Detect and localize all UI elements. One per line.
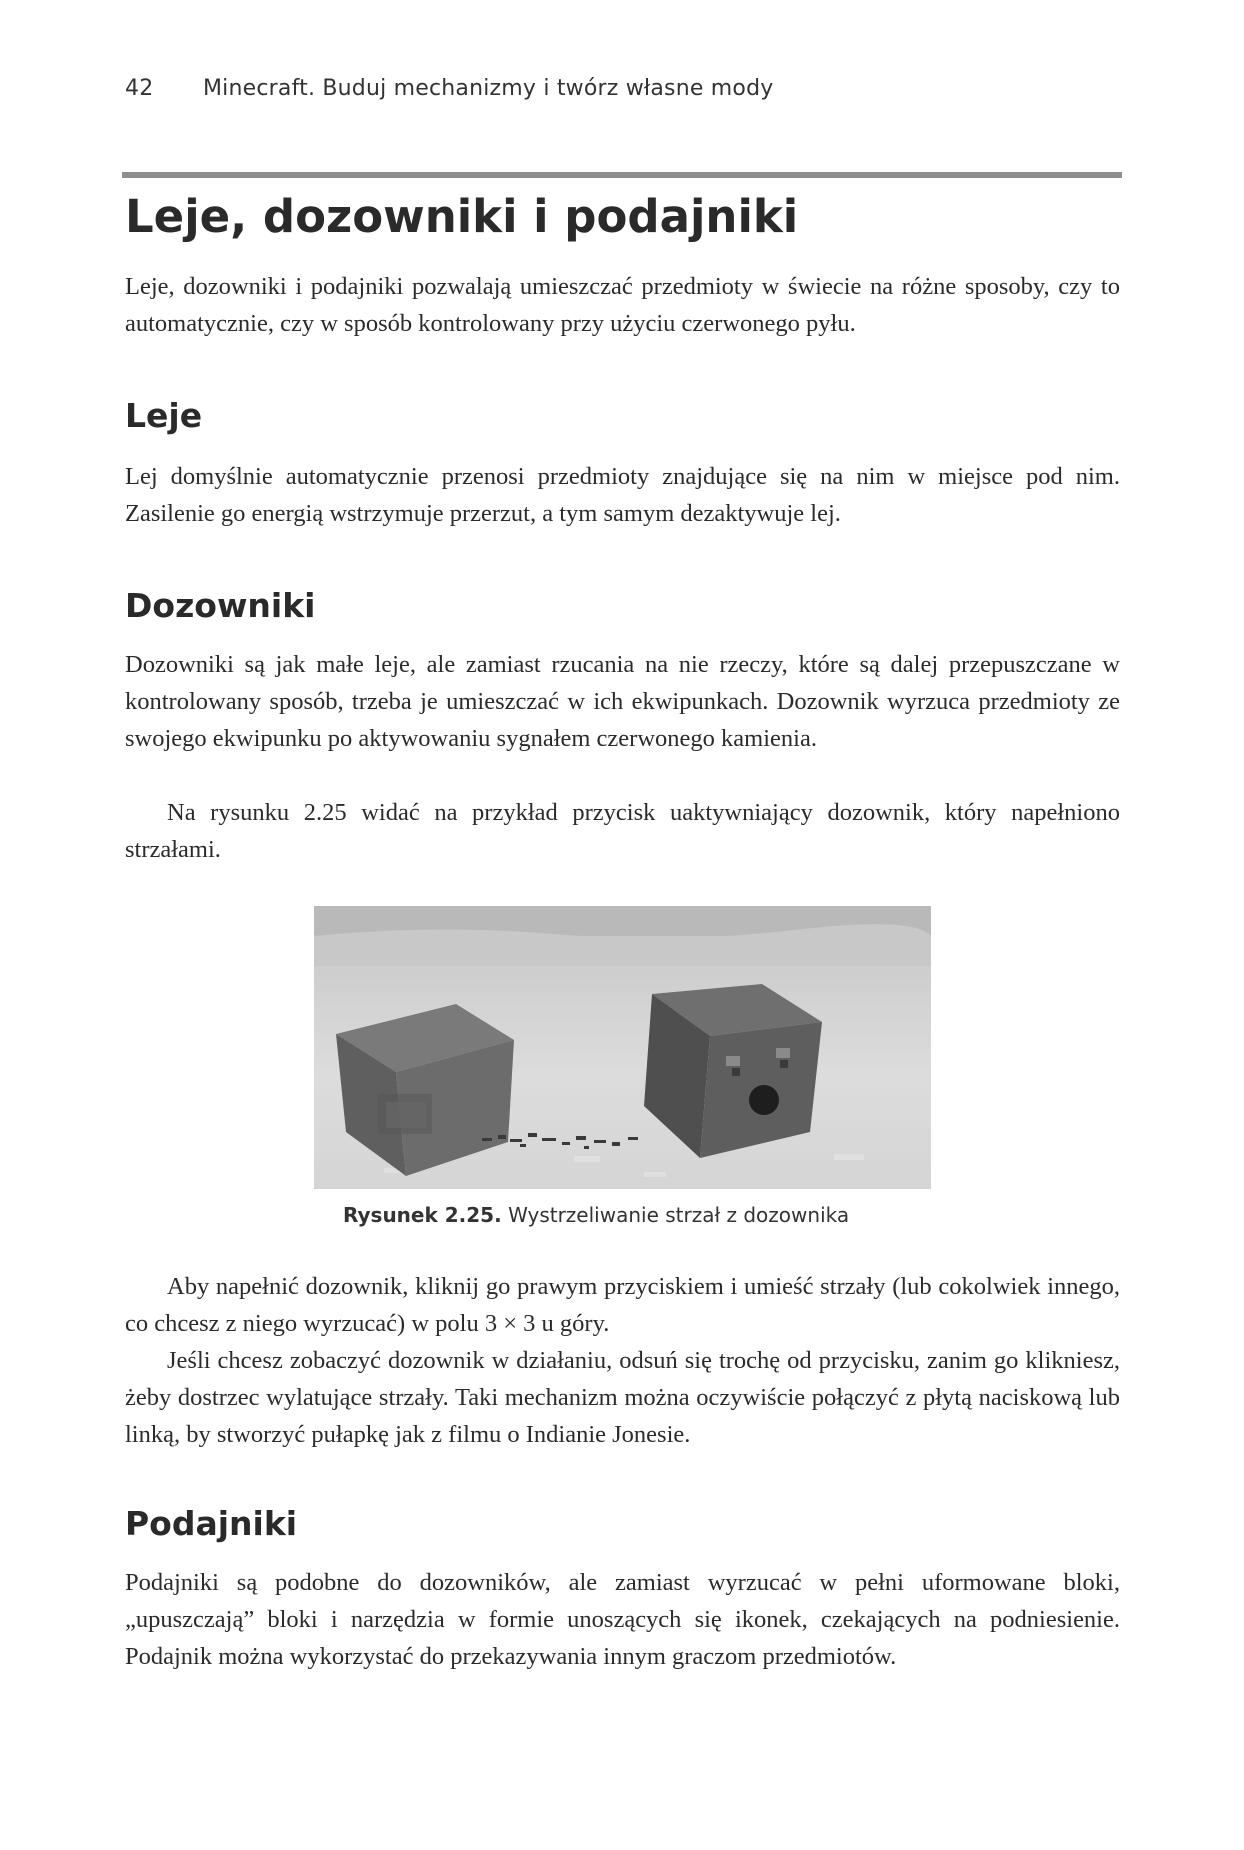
dozowniki-paragraph-1: Dozowniki są jak małe leje, ale zamiast rzucania na nie rzeczy, które są dalej przepuszczane w kontrolowany sposób, trzeba je umieszczać w ich ekwipunkach. Dozownik wyrzuca przedmioty ze swojego ekwipunku po aktywowaniu sygnałem czerwonego kamienia. [125,651,1120,752]
dozowniki-paragraph-4: Jeśli chcesz zobaczyć dozownik w działaniu, odsuń się trochę od przycisku, zanim go klikniesz, żeby dostrzec wylatujące strzały. Taki mechanizm można oczywiście połączyć z płytą naciskową lub linką, by stworzyć pułapkę jak z filmu o Indianie Jonesie. [125,1347,1120,1448]
caption-label: Rysunek 2.25. [343,1203,502,1227]
chapter-rule [122,172,1122,178]
left-block [336,1004,514,1176]
dispenser-block [644,984,822,1158]
heading-leje: Leje [125,396,203,435]
dozowniki-paragraph-3: Aby napełnić dozownik, kliknij go prawym przyciskiem i umieść strzały (lub cokolwiek innego, co chcesz z niego wyrzucać) w polu 3 × 3 u góry. [125,1273,1120,1337]
dozowniki-paragraph-2: Na rysunku 2.25 widać na przykład przycisk uaktywniający dozownik, który napełniono strzałami. [125,799,1120,863]
heading-podajniki: Podajniki [125,1504,298,1543]
page-number: 42 [125,76,154,101]
intro-paragraph: Leje, dozowniki i podajniki pozwalają umieszczać przedmioty w świecie na różne sposoby, czy to automatycznie, czy w sposób kontrolowany przy użyciu czerwonego pyłu. [125,273,1120,337]
podajniki-paragraph: Podajniki są podobne do dozowników, ale zamiast wyrzucać w pełni uformowane bloki, „upuszczają” bloki i narzędzia w formie unoszących się ikonek, czekających na podniesienie. Podajnik można wykorzystać do przekazywania innym graczom przedmiotów. [125,1569,1120,1670]
leje-paragraph: Lej domyślnie automatycznie przenosi przedmioty znajdujące się na nim w miejsce pod nim. Zasilenie go energią wstrzymuje przerzut, a tym samym dezaktywuje lej. [125,463,1120,527]
heading-dozowniki: Dozowniki [125,586,316,625]
figure-dispenser-screenshot [314,906,931,1189]
book-title: Minecraft. Buduj mechanizmy i twórz własne mody [203,76,774,101]
figure-caption [343,1203,849,1227]
caption-text: Wystrzeliwanie strzał z dozownika [508,1203,850,1227]
running-head [125,76,773,101]
section-title: Leje, dozowniki i podajniki [125,190,799,243]
